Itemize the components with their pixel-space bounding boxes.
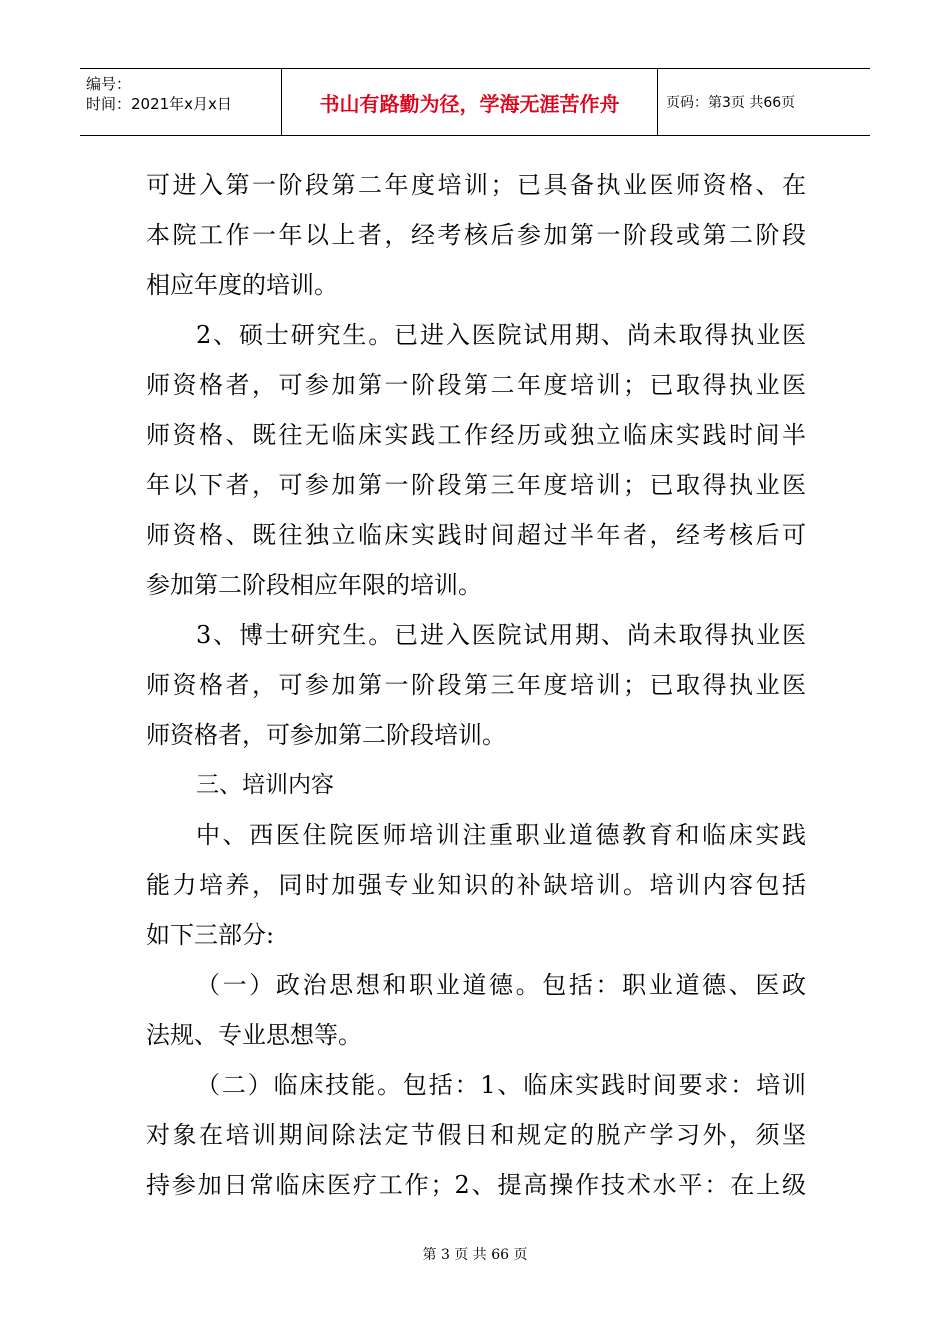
page-footer: 第 3 页 共 66 页 [422,1247,528,1263]
text-line: 师资格、既往独立临床实践时间超过半年者，经考核后可 [146,521,806,549]
text-line: 法规、专业思想等。 [146,1021,362,1049]
text-line: 可进入第一阶段第二年度培训；已具备执业医师资格、在 [146,171,806,199]
text-line: 2、硕士研究生。已进入医院试用期、尚未取得执业医 [196,321,806,349]
time-label: 时间：2021年x月x日 [86,95,232,113]
header-motto-cell [282,69,658,135]
text-line: 相应年度的培训。 [146,271,338,299]
section-heading: 三、培训内容 [196,772,334,798]
text-line: 师资格者，可参加第一阶段第三年度培训；已取得执业医 [146,671,806,699]
text-line: 3、博士研究生。已进入医院试用期、尚未取得执业医 [196,621,806,649]
text-line: 师资格者，可参加第一阶段第二年度培训；已取得执业医 [146,371,806,399]
text-line: 本院工作一年以上者，经考核后参加第一阶段或第二阶段 [146,221,806,249]
text-line: 师资格者，可参加第二阶段培训。 [146,721,506,749]
text-line: 年以下者，可参加第一阶段第三年度培训；已取得执业医 [146,471,806,499]
motto: 书山有路勤为径，学海无涯苦作舟 [319,91,620,116]
text-line: 参加第二阶段相应年限的培训。 [146,571,482,599]
header-page-info: 页码：第3页 共66页 [666,95,796,111]
text-line: 持参加日常临床医疗工作；2、提高操作技术水平：在上级 [146,1171,806,1199]
header-meta [80,69,282,135]
number-label: 编号： [86,75,132,93]
text-line: （一）政治思想和职业道德。包括：职业道德、医政 [196,971,806,999]
text-line: （二）临床技能。包括：1、临床实践时间要求：培训 [196,1071,806,1099]
page-header [80,68,870,136]
document-body [146,163,806,1213]
text-line: 如下三部分: [146,921,275,949]
text-line: 师资格、既往无临床实践工作经历或独立临床实践时间半 [146,421,806,449]
text-line: 能力培养，同时加强专业知识的补缺培训。培训内容包括 [146,871,806,899]
text-line: 中、西医住院医师培训注重职业道德教育和临床实践 [196,821,806,849]
text-line: 对象在培训期间除法定节假日和规定的脱产学习外，须坚 [146,1121,806,1149]
